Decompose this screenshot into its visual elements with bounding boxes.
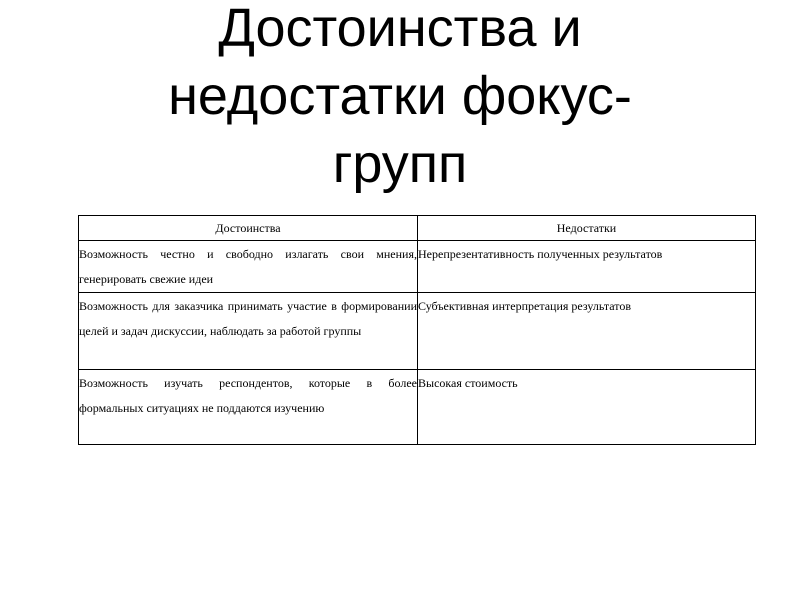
comparison-table [78, 215, 756, 445]
title-line-3: групп [332, 134, 468, 194]
table-row [79, 293, 756, 370]
disadvantage-cell: Нерепрезентативность полученных результатов [418, 241, 756, 293]
title-line-1: Достоинства и [218, 0, 582, 58]
header-disadvantages: Недостатки [418, 216, 756, 241]
disadvantage-cell: Высокая стоимость [418, 370, 756, 445]
header-advantages: Достоинства [79, 216, 418, 241]
advantage-cell: Возможность изучать респондентов, которые в более формальных ситуациях не поддаются изучению [79, 370, 418, 445]
advantage-cell: Возможность честно и свободно излагать свои мнения, генерировать свежие идеи [79, 241, 418, 293]
table-row [79, 370, 756, 445]
slide-title [0, 0, 800, 198]
table-header-row [79, 216, 756, 241]
title-line-2: недостатки фокус- [168, 66, 632, 126]
table-row [79, 241, 756, 293]
advantage-cell: Возможность для заказчика принимать участие в формировании целей и задач дискуссии, наблюдать за работой группы [79, 293, 418, 370]
disadvantage-cell: Субъективная интерпретация результатов [418, 293, 756, 370]
